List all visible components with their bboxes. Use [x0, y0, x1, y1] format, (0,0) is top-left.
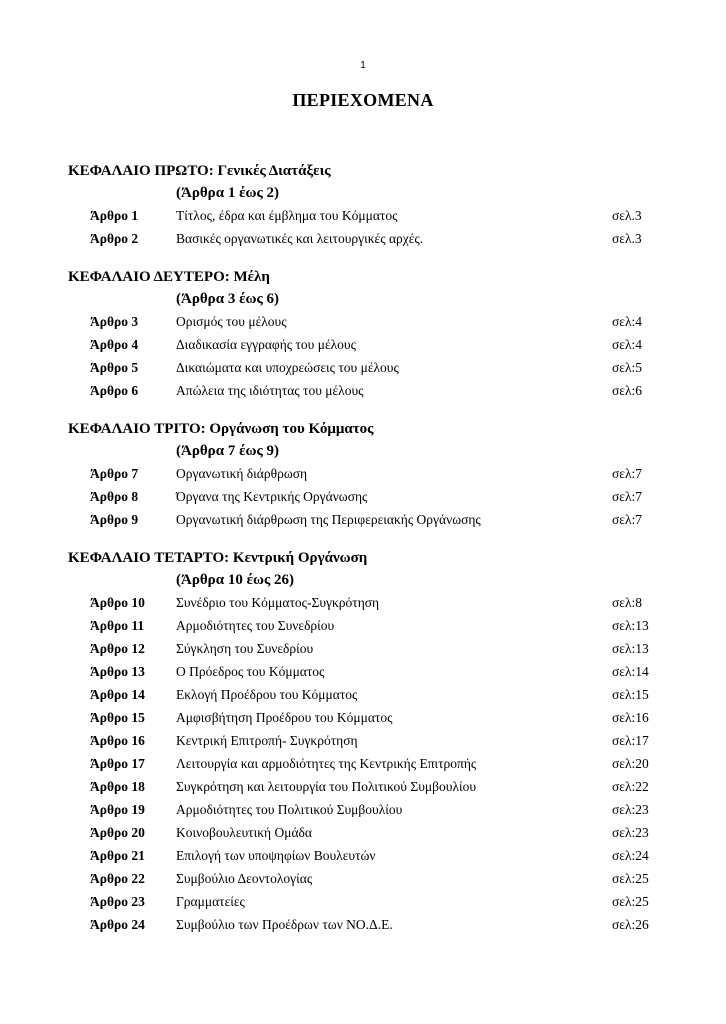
toc-entry	[0, 614, 726, 637]
chapter-section	[0, 418, 726, 531]
chapter-heading: ΚΕΦΑΛΑΙΟ ΤΡΙΤΟ: Οργάνωση του Κόμματος	[68, 421, 374, 437]
article-number: Άρθρο 7	[90, 466, 139, 481]
article-title: Αμφισβήτηση Προέδρου του Κόμματος	[176, 710, 393, 725]
chapter-article-range: (Άρθρα 7 έως 9)	[176, 443, 280, 459]
article-title: Συνέδριο του Κόμματος-Συγκρότηση	[176, 595, 380, 610]
page-number: 1	[360, 60, 366, 71]
article-number: Άρθρο 22	[90, 871, 145, 886]
page-reference: σελ.3	[612, 208, 642, 223]
toc-entry	[0, 867, 726, 890]
article-title: Κοινοβουλευτική Ομάδα	[176, 825, 312, 840]
article-title: Συγκρότηση και λειτουργία του Πολιτικού Συμβουλίου	[176, 779, 477, 794]
page-reference: σελ:4	[612, 314, 642, 329]
table-of-contents	[0, 160, 726, 952]
toc-entry	[0, 485, 726, 508]
toc-entry	[0, 508, 726, 531]
article-number: Άρθρο 12	[90, 641, 145, 656]
page-reference: σελ:14	[612, 664, 649, 679]
article-number: Άρθρο 3	[90, 314, 139, 329]
article-number: Άρθρο 15	[90, 710, 145, 725]
article-title: Αρμοδιότητες του Συνεδρίου	[176, 618, 335, 633]
article-number: Άρθρο 17	[90, 756, 145, 771]
article-number: Άρθρο 8	[90, 489, 139, 504]
article-title: Βασικές οργανωτικές και λειτουργικές αρχές.	[176, 231, 424, 246]
page-reference: σελ:7	[612, 489, 642, 504]
chapter-heading: ΚΕΦΑΛΑΙΟ ΤΕΤΑΡΤΟ: Κεντρική Οργάνωση	[68, 550, 368, 566]
article-title: Λειτουργία και αρμοδιότητες της Κεντρικής Επιτροπής	[176, 756, 477, 771]
toc-entry	[0, 890, 726, 913]
chapter-section	[0, 547, 726, 936]
article-title: Οργανωτική διάρθρωση	[176, 466, 308, 481]
article-title: Γραμματείες	[176, 894, 245, 909]
article-title: Όργανα της Κεντρικής Οργάνωσης	[176, 489, 368, 504]
page-reference: σελ:24	[612, 848, 649, 863]
chapter-article-range: (Άρθρα 10 έως 26)	[176, 572, 295, 588]
article-title: Σύγκληση του Συνεδρίου	[176, 641, 314, 656]
toc-entry	[0, 775, 726, 798]
article-number: Άρθρο 9	[90, 512, 139, 527]
toc-entry	[0, 227, 726, 250]
page-reference: σελ:13	[612, 618, 649, 633]
page-reference: σελ:15	[612, 687, 649, 702]
toc-entry	[0, 752, 726, 775]
article-title: Ο Πρόεδρος του Κόμματος	[176, 664, 325, 679]
page-title: ΠΕΡΙΕΧΟΜΕΝΑ	[292, 90, 434, 110]
article-title: Ορισμός του μέλους	[176, 314, 287, 329]
article-title: Εκλογή Προέδρου του Κόμματος	[176, 687, 358, 702]
toc-entry	[0, 821, 726, 844]
article-number: Άρθρο 2	[90, 231, 139, 246]
page-reference: σελ:20	[612, 756, 649, 771]
article-title: Επιλογή των υποψηφίων Βουλευτών	[176, 848, 376, 863]
toc-entry	[0, 660, 726, 683]
page-reference: σελ:16	[612, 710, 649, 725]
toc-entry	[0, 310, 726, 333]
article-number: Άρθρο 23	[90, 894, 145, 909]
article-number: Άρθρο 16	[90, 733, 145, 748]
article-number: Άρθρο 18	[90, 779, 145, 794]
chapter-article-range: (Άρθρα 1 έως 2)	[176, 185, 280, 201]
chapter-heading: ΚΕΦΑΛΑΙΟ ΔΕΥΤΕΡΟ: Μέλη	[68, 269, 270, 285]
article-title: Συμβούλιο των Προέδρων των ΝΟ.Δ.Ε.	[176, 917, 393, 932]
toc-entry	[0, 844, 726, 867]
chapter-section	[0, 266, 726, 402]
toc-entry	[0, 356, 726, 379]
page-reference: σελ:8	[612, 595, 642, 610]
article-title: Δικαιώματα και υποχρεώσεις του μέλους	[176, 360, 399, 375]
page-reference: σελ:7	[612, 512, 642, 527]
toc-entry	[0, 729, 726, 752]
article-number: Άρθρο 4	[90, 337, 139, 352]
article-title: Τίτλος, έδρα και έμβλημα του Κόμματος	[176, 208, 398, 223]
article-number: Άρθρο 5	[90, 360, 139, 375]
page-reference: σελ:25	[612, 894, 649, 909]
article-number: Άρθρο 20	[90, 825, 145, 840]
article-number: Άρθρο 1	[90, 208, 139, 223]
page-reference: σελ:6	[612, 383, 642, 398]
article-title: Απώλεια της ιδιότητας του μέλους	[176, 383, 364, 398]
article-number: Άρθρο 21	[90, 848, 145, 863]
page-reference: σελ:22	[612, 779, 649, 794]
toc-entry	[0, 379, 726, 402]
toc-entry	[0, 204, 726, 227]
page-reference: σελ:13	[612, 641, 649, 656]
article-number: Άρθρο 24	[90, 917, 145, 932]
page-reference: σελ:17	[612, 733, 649, 748]
toc-entry	[0, 683, 726, 706]
toc-entry	[0, 462, 726, 485]
article-title: Αρμοδιότητες του Πολιτικού Συμβουλίου	[176, 802, 403, 817]
article-number: Άρθρο 10	[90, 595, 145, 610]
page-reference: σελ:4	[612, 337, 642, 352]
toc-entry	[0, 798, 726, 821]
article-number: Άρθρο 13	[90, 664, 145, 679]
article-number: Άρθρο 11	[90, 618, 145, 633]
article-title: Κεντρική Επιτροπή- Συγκρότηση	[176, 733, 358, 748]
article-number: Άρθρο 6	[90, 383, 139, 398]
chapter-article-range: (Άρθρα 3 έως 6)	[176, 291, 280, 307]
article-title: Διαδικασία εγγραφής του μέλους	[176, 337, 356, 352]
article-number: Άρθρο 14	[90, 687, 145, 702]
article-title: Συμβούλιο Δεοντολογίας	[176, 871, 313, 886]
page-reference: σελ:7	[612, 466, 642, 481]
toc-entry	[0, 637, 726, 660]
article-number: Άρθρο 19	[90, 802, 145, 817]
toc-entry	[0, 333, 726, 356]
page-reference: σελ:23	[612, 802, 649, 817]
page-reference: σελ:25	[612, 871, 649, 886]
toc-entry	[0, 706, 726, 729]
page-reference: σελ.3	[612, 231, 642, 246]
toc-entry	[0, 913, 726, 936]
page-reference: σελ:23	[612, 825, 649, 840]
chapter-section	[0, 160, 726, 250]
article-title: Οργανωτική διάρθρωση της Περιφερειακής Οργάνωσης	[176, 512, 481, 527]
page-reference: σελ:26	[612, 917, 649, 932]
toc-entry	[0, 591, 726, 614]
chapter-heading: ΚΕΦΑΛΑΙΟ ΠΡΩΤΟ: Γενικές Διατάξεις	[68, 163, 331, 179]
page-reference: σελ:5	[612, 360, 642, 375]
